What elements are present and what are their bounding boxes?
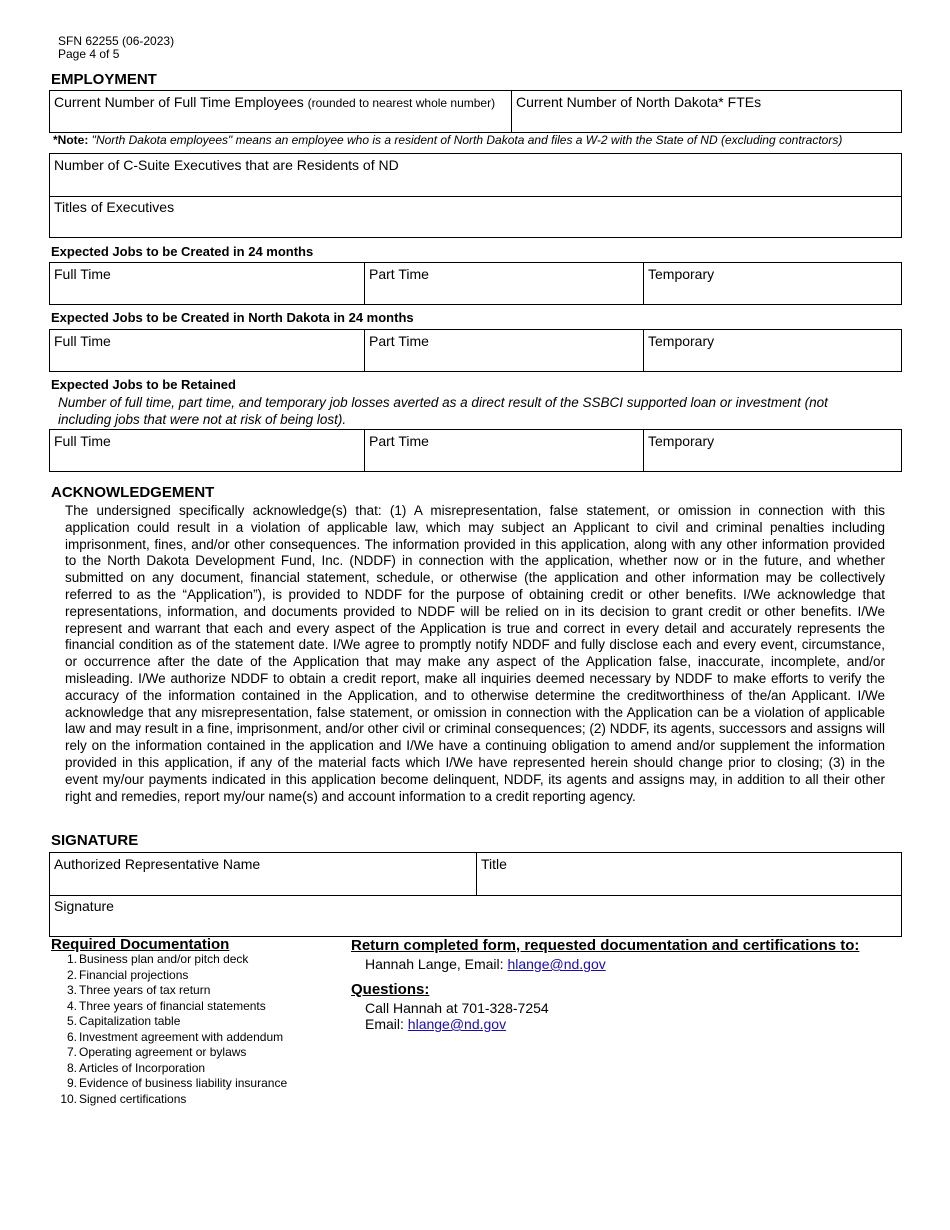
note-prefix: *Note:: [53, 133, 89, 147]
required-doc-item: [57, 1076, 287, 1092]
required-doc-item: [57, 968, 287, 984]
jobs-created-part-time[interactable]: [364, 263, 643, 304]
jobs-created-nd-full-time[interactable]: [50, 330, 364, 371]
return-contact-text: Hannah Lange, Email:: [365, 956, 508, 972]
required-doc-item: [57, 999, 287, 1015]
jobs-created-nd-temporary[interactable]: [643, 330, 901, 371]
temporary-label: Temporary: [648, 266, 715, 282]
required-doc-number: 1.: [66, 952, 77, 966]
required-docs-title: Required Documentation: [51, 936, 230, 953]
required-doc-number: 8.: [66, 1060, 77, 1075]
jobs-retained-description: Number of full time, part time, and temporary job losses averted as a direct result of the SSBCI supported loan or investment (not including jobs that were not at risk of being lost).: [58, 395, 828, 427]
required-doc-number: 5.: [66, 1014, 77, 1028]
questions-email: [365, 1016, 506, 1032]
nd-employee-note: [53, 133, 933, 147]
required-doc-text: Capitalization table: [79, 1014, 181, 1028]
full-time-label: Full Time: [54, 433, 111, 449]
required-doc-number: 2.: [66, 967, 77, 982]
part-time-label: Part Time: [369, 433, 429, 449]
temporary-label: Temporary: [648, 333, 715, 349]
questions-email-link[interactable]: hlange@nd.gov: [407, 1016, 507, 1032]
required-doc-number: 7.: [66, 1045, 77, 1059]
rep-title-label: Title: [481, 856, 507, 872]
required-doc-number: 4.: [66, 998, 77, 1013]
form-header: [58, 35, 174, 61]
fte-field[interactable]: [50, 91, 511, 132]
required-doc-text: Articles of Incorporation: [79, 1060, 206, 1075]
executives-box: [49, 153, 902, 238]
jobs-created-full-time[interactable]: [50, 263, 364, 304]
required-doc-item: [57, 1030, 287, 1046]
jobs-created-nd-part-time[interactable]: [364, 330, 643, 371]
questions-title: [351, 981, 429, 998]
temporary-label: Temporary: [648, 433, 715, 449]
questions-call: Call Hannah at 701-328-7254: [365, 1000, 549, 1016]
signature-title: SIGNATURE: [51, 832, 139, 849]
jobs-created-nd-box: [49, 329, 902, 372]
acknowledgement-text: The undersigned specifically acknowledge(s) that: (1) A misrepresentation, false statement, or omission in connection with this application could result in a violation of applicable law, which may subject an Applicant to civil and criminal penalties including imprisonment, fines, and/or other consequences. The information provided in this application, along with any other information provided to the North Dakota Development Fund, Inc. (NDDF) in connection with the application, whether now or in the future, and whether submitted on any document, financial statement, schedule, or otherwise (the application and other information may be collectively referred to as the “Application”), is provided to NDDF for the purpose of obtaining credit or other benefits. I/We acknowledge that representations, information, and documents provided to NDDF will be relied on in its decision to grant credit or other benefits. I/We represent and warrant that each and every aspect of the Application is true and correct in every detail and accurately represents the financial condition as of the statement date. I/We agree to promptly notify NDDF and fully disclose each and every event, circumstance, or occurrence after the date of the Application that may make any aspect of the Application false, inaccurate, incomplete, and/or misleading. I/We authorize NDDF to obtain a credit report, make all inquiries deemed necessary by NDDF to make efforts to verify the accuracy of the information contained in the Application, and to otherwise determine the creditworthiness of the/an Applicant. I/We acknowledge that any misrepresentation, false statement, or omission in connection with the Application can be a violation of applicable law and may result in a fine, imprisonment, and/or other civil or criminal consequences; (2) NDDF, its agents, successors and assigns will rely on the information contained in the application and I/We have a continuing obligation to amend and/or supplement the information provided in this application, if any of the material facts which I/We have represented herein should change prior to closing; (3) in the event my/our payments indicated in this application become delinquent, NDDF, its agents and assigns may, in addition to all their other right and remedies, report my/our name(s) and account information to a credit reporting agency.: [65, 503, 885, 804]
required-doc-text: Three years of financial statements: [79, 998, 266, 1013]
required-doc-item: [57, 1014, 287, 1030]
jobs-created-temporary[interactable]: [643, 263, 901, 304]
required-doc-number: 3.: [66, 983, 77, 997]
questions-email-prefix: Email:: [365, 1016, 408, 1032]
csuite-field[interactable]: [50, 154, 901, 196]
nd-fte-label: Current Number of North Dakota* FTEs: [516, 94, 762, 110]
required-doc-text: Operating agreement or bylaws: [79, 1045, 247, 1059]
full-time-label: Full Time: [54, 333, 111, 349]
csuite-label: Number of C-Suite Executives that are Residents of ND: [54, 157, 399, 173]
required-doc-text: Financial projections: [79, 967, 189, 982]
page-number: Page 4 of 5: [58, 47, 120, 61]
acknowledgement-title: ACKNOWLEDGEMENT: [51, 484, 215, 501]
jobs-created-box: [49, 262, 902, 305]
required-doc-item: [57, 1092, 287, 1108]
signature-label: Signature: [54, 898, 114, 914]
full-time-label: Full Time: [54, 266, 111, 282]
return-to-title: Return completed form, requested documentation and certifications to:: [351, 937, 860, 954]
rep-title-field[interactable]: [476, 853, 901, 895]
rep-name-field[interactable]: [50, 853, 476, 895]
return-email-link[interactable]: hlange@nd.gov: [507, 956, 606, 972]
fte-note: (rounded to nearest whole number): [307, 96, 496, 110]
required-docs-list: [57, 952, 287, 1107]
part-time-label: Part Time: [369, 333, 429, 349]
signature-field[interactable]: [50, 895, 901, 936]
required-doc-item: [57, 1061, 287, 1077]
required-doc-number: 10.: [60, 1091, 77, 1106]
part-time-label: Part Time: [369, 266, 429, 282]
note-text: "North Dakota employees" means an employee who is a resident of North Dakota and files a W-2 with the State of ND (excluding contractors): [88, 133, 843, 147]
jobs-created-title: Expected Jobs to be Created in 24 months: [51, 244, 314, 259]
required-doc-number: 6.: [66, 1029, 77, 1044]
required-doc-text: Investment agreement with addendum: [79, 1029, 284, 1044]
required-doc-text: Evidence of business liability insurance: [79, 1076, 288, 1090]
employment-fte-box: [49, 90, 902, 133]
return-contact: [365, 956, 606, 972]
required-doc-item: [57, 983, 287, 999]
required-doc-number: 9.: [66, 1076, 77, 1090]
employment-title: EMPLOYMENT: [51, 71, 157, 88]
questions-title-text: Questions: [351, 981, 425, 998]
required-doc-item: [57, 1045, 287, 1061]
required-doc-item: [57, 952, 287, 968]
jobs-retained-temporary[interactable]: [643, 430, 901, 471]
jobs-retained-box: [49, 429, 902, 472]
form-id: SFN 62255 (06-2023): [58, 34, 175, 48]
fte-label: Current Number of Full Time Employees: [54, 94, 304, 110]
signature-box: [49, 852, 902, 937]
required-doc-text: Business plan and/or pitch deck: [79, 952, 249, 966]
questions-colon: :: [424, 981, 430, 998]
exec-titles-label: Titles of Executives: [54, 199, 175, 215]
exec-titles-field[interactable]: [50, 196, 901, 237]
jobs-retained-title: Expected Jobs to be Retained: [51, 377, 236, 392]
jobs-retained-part-time[interactable]: [364, 430, 643, 471]
required-doc-text: Signed certifications: [79, 1091, 187, 1106]
jobs-created-nd-title: Expected Jobs to be Created in North Dakota in 24 months: [51, 310, 414, 325]
rep-name-label: Authorized Representative Name: [54, 856, 261, 872]
required-doc-text: Three years of tax return: [79, 983, 211, 997]
jobs-retained-full-time[interactable]: [50, 430, 364, 471]
nd-fte-field[interactable]: [511, 91, 901, 132]
